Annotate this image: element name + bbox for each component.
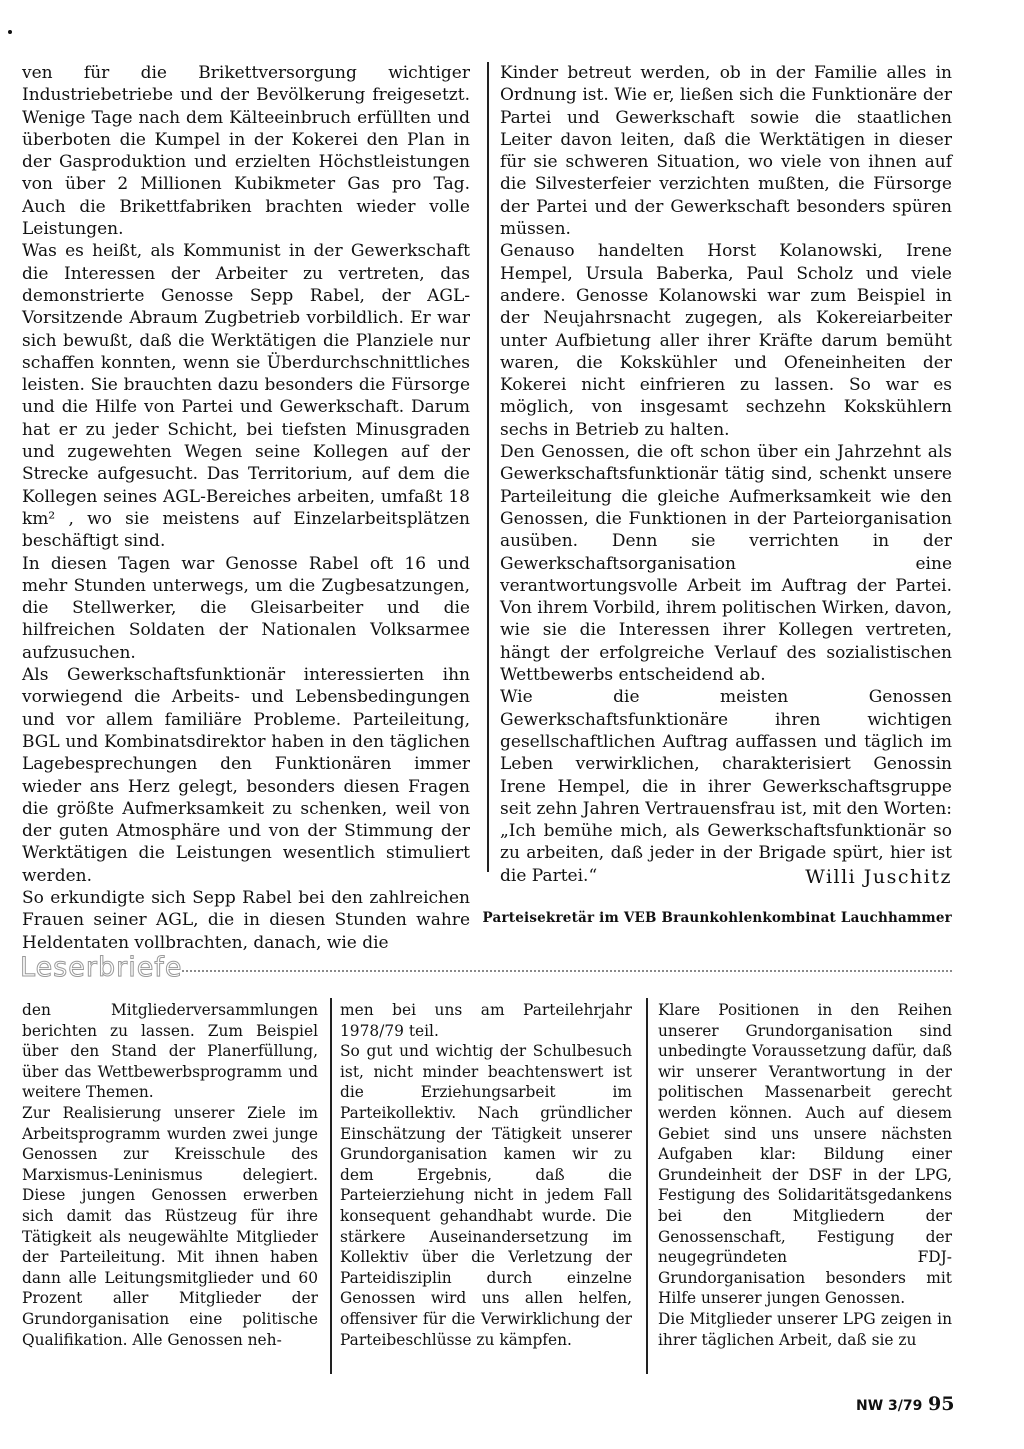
- letters-column-1: [22, 1000, 318, 1350]
- section-divider: [182, 970, 952, 974]
- author-title: Parteisekretär im VEB Braunkohlenkombinat Lauchhammer: [482, 910, 952, 926]
- paragraph: Klare Positionen in den Reihen unserer Grundorganisation sind unbedingte Voraussetzung dafür, daß wir unserer Verantwortung in der politischen Massenarbeit gerecht werden können. Auch auf diesem Gebiet sind uns unsere nächsten Aufgaben klar: Bildung einer Grundeinheit der DSF in der LPG, Festigung des Solidaritätsgedankens bei den Mitgliedern der Genossenschaft, Festigung der neugegründeten FDJ-Grundorganisation besonders mit Hilfe unserer jungen Genossen.: [658, 1001, 952, 1308]
- column-divider: [330, 998, 332, 1374]
- paragraph: Was es heißt, als Kommunist in der Gewerkschaft die Interessen der Arbeiter zu vertreten, das demonstrierte Genosse Sepp Rabel, der AGL-Vorsitzende Abraum Zugbetrieb vorbildlich. Er war sich bewußt, daß die Werktätigen die Planziele nur schaffen konnten, wenn sie Überdurchschnittliches leisten. Sie brauchten dazu besonders die Fürsorge und die Hilfe von Partei und Gewerkschaft. Darum hat er zu jeder Schicht, bei tiefsten Minusgraden und zugewehten Wegen seine Kollegen auf der Strecke aufgesucht. Das Territorium, auf dem die Kollegen seines AGL-Bereiches arbeiten, umfaßt 18 km² , wo sie meistens auf Einzelarbeitsplätzen beschäftigt sind.: [22, 241, 470, 552]
- column-divider: [646, 998, 648, 1374]
- paragraph: ven für die Brikettversorgung wichtiger Industriebetriebe und der Bevölkerung freigesetzt. Wenige Tage nach dem Kälteeinbruch erfüllten und überboten die Kumpel in der Kokerei den Plan in der Gasproduktion und erzielten Höchstleistungen von über 2 Millionen Kubikmeter Gas pro Tag. Auch die Brikettfabriken brachten wieder volle Leistungen.: [22, 63, 470, 240]
- issue-label: NW 3/79: [856, 1398, 923, 1414]
- paragraph: Kinder betreut werden, ob in der Familie alles in Ordnung ist. Wie er, ließen sich die Funktionäre der Partei und Gewerkschaft sowie die staatlichen Leiter davon leiten, daß die Werktätigen in dieser für sie schweren Situation, wo viele von ihnen auf die Silvesterfeier verzichten mußten, die Fürsorge der Partei und der Gewerkschaft besonders spüren müssen.: [500, 63, 952, 240]
- paragraph: So erkundigte sich Sepp Rabel bei den zahlreichen Frauen seiner AGL, die in diesen Stunden wahre Heldentaten vollbrachten, danach, wie die: [22, 887, 470, 953]
- paragraph: Den Genossen, die oft schon über ein Jahrzehnt als Gewerkschaftsfunktionär tätig sind, schenkt unsere Parteileitung die gleiche Aufmerksamkeit wie den Genossen, die Funktionen in der Parteiorganisation ausüben. Denn sie verrichten in der Gewerkschaftsorganisation eine verantwortungsvolle Arbeit im Auftrag der Partei. Von ihrem Vorbild, ihrem politischen Wirken, davon, wie sie die Interessen ihrer Kollegen vertreten, hängt der erfolgreiche Verlauf des sozialistischen Wettbewerbs entscheidend ab.: [500, 442, 952, 686]
- page-number: 95: [928, 1393, 955, 1415]
- author-name: Willi Juschitz: [805, 866, 952, 888]
- letters-column-2: [340, 1000, 632, 1350]
- column-divider: [487, 62, 489, 872]
- paragraph: In diesen Tagen war Genosse Rabel oft 16 und mehr Stunden unterwegs, um die Zugbesatzungen, die Stellwerker, die Gleisarbeiter und die hilfreichen Soldaten der Nationalen Volksarmee aufzusuchen.: [22, 553, 470, 663]
- article-right-column: [500, 62, 952, 887]
- paragraph: men bei uns am Parteilehrjahr 1978/79 teil.: [340, 1001, 632, 1040]
- page-mark: [8, 30, 12, 34]
- section-title: Leserbriefe: [20, 952, 183, 983]
- paragraph: So gut und wichtig der Schulbesuch ist, nicht minder beachtenswert ist die Erziehungsarbeit im Parteikollektiv. Nach gründlicher Einschätzung der Tätigkeit unserer Grundorganisation kamen wir zu dem Ergebnis, daß die Parteierziehung nicht in jedem Fall konsequent gehandhabt wurde. Die stärkere Auseinandersetzung im Kollektiv über die Verletzung der Parteidisziplin durch einzelne Genossen wird uns allen helfen, offensiver für die Verwirklichung der Parteibeschlüsse zu kämpfen.: [340, 1042, 632, 1349]
- article-left-column: [22, 62, 470, 954]
- paragraph: Genauso handelten Horst Kolanowski, Irene Hempel, Ursula Baberka, Paul Scholz und viele andere. Genosse Kolanowski war zum Beispiel in der Neujahrsnacht zugegen, als Kokereiarbeiter unter Aufbietung aller ihrer Kräfte darum bemüht waren, die Kokskühler und Ofeneinheiten der Kokerei nicht einfrieren zu lassen. So war es möglich, von insgesamt sechzehn Kokskühlern sechs in Betrieb zu halten.: [500, 241, 952, 440]
- paragraph: Als Gewerkschaftsfunktionär interessierten ihn vorwiegend die Arbeits- und Lebensbedingungen und vor allem familiäre Probleme. Parteileitung, BGL und Kombinatsdirektor haben in den täglichen Lagebesprechungen den Funktionären immer wieder ans Herz gelegt, besonders diesen Fragen die größte Aufmerksamkeit zu schenken, weil von der guten Atmosphäre und von der Stimmung der Werktätigen die Leistungen wesentlich stimuliert werden.: [22, 665, 470, 886]
- paragraph: Zur Realisierung unserer Ziele im Arbeitsprogramm wurden zwei junge Genossen zur Kreisschule des Marxismus-Leninismus delegiert. Diese jungen Genossen erwerben sich damit das Rüstzeug für ihre Tätigkeit als neugewählte Mitglieder der Parteileitung. Mit ihnen haben dann alle Leitungsmitglieder und 60 Prozent aller Mitglieder der Grundorganisation eine politische Qualifikation. Alle Genossen neh-: [22, 1103, 318, 1349]
- paragraph: Wie die meisten Genossen Gewerkschaftsfunktionäre ihren wichtigen gesellschaftlichen Auftrag auffassen und täglich im Leben verwirklichen, charakterisiert Genossin Irene Hempel, die in ihrer Gewerkschaftsgruppe seit zehn Jahren Vertrauensfrau ist, mit den Worten: „Ich bemühe mich, als Gewerkschaftsfunktionär so zu arbeiten, daß jeder in der Brigade spürt, hier ist die Partei.“: [500, 687, 952, 886]
- paragraph: Die Mitglieder unserer LPG zeigen in ihrer täglichen Arbeit, daß sie zu: [658, 1309, 952, 1349]
- paragraph: den Mitgliederversammlungen berichten zu lassen. Zum Beispiel über den Stand der Planerfüllung, über das Wettbewerbsprogramm und weitere Themen.: [22, 1001, 318, 1102]
- letters-column-3: [658, 1000, 952, 1350]
